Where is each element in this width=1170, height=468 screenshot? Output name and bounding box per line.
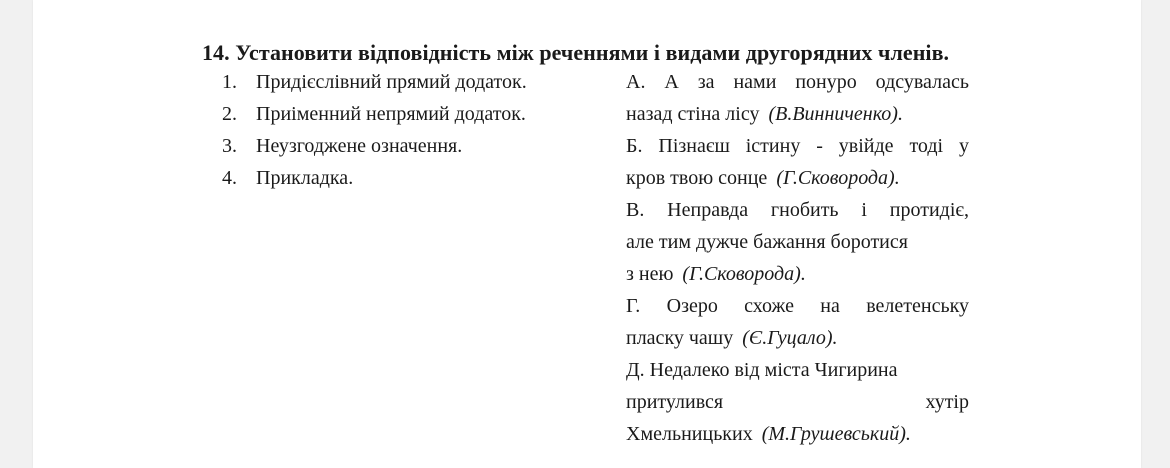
option-number: 1. <box>222 71 237 93</box>
word: протидіє, <box>889 199 969 221</box>
option-text: Придієслівний прямий додаток. <box>256 71 527 93</box>
word: гнобить <box>770 199 839 221</box>
word: велетенську <box>866 295 969 317</box>
word: хутір <box>925 391 969 413</box>
word: Пізнаєш <box>658 135 730 157</box>
word: за <box>697 71 715 93</box>
answer-d-line-3 <box>626 423 969 455</box>
option-number: 3. <box>222 135 237 157</box>
sentence-text: Хмельницьких <box>626 423 753 445</box>
list-item <box>222 71 527 103</box>
word: А. <box>626 71 646 93</box>
word: понуро <box>795 71 857 93</box>
word: тоді <box>909 135 944 157</box>
answer-v-line-1 <box>626 199 969 231</box>
author-citation: (М.Грушевський). <box>761 423 911 445</box>
word: схоже <box>744 295 794 317</box>
answer-a-line-1 <box>626 71 969 103</box>
answer-d-line-1 <box>626 359 969 391</box>
list-item <box>222 167 527 199</box>
sentence-text: назад стіна лісу <box>626 103 760 125</box>
sentence-text: з нею <box>626 263 674 285</box>
option-text: Неузгоджене означення. <box>256 135 463 157</box>
word: - <box>816 135 823 157</box>
answer-b-line-1 <box>626 135 969 167</box>
author-citation: (Є.Гуцало). <box>742 327 838 349</box>
word: Б. <box>626 135 643 157</box>
option-text: Приіменний непрямий додаток. <box>256 103 526 125</box>
answer-a-line-2 <box>626 103 969 135</box>
word: у <box>958 135 969 157</box>
option-number: 4. <box>222 167 237 189</box>
document-page <box>33 0 1141 468</box>
word: і <box>861 199 867 221</box>
word: В. <box>626 199 645 221</box>
word: притулився <box>626 391 724 413</box>
option-text: Прикладка. <box>256 167 354 189</box>
answer-g-line-2 <box>626 327 969 359</box>
answer-g-line-1 <box>626 295 969 327</box>
word: істину <box>745 135 801 157</box>
word: на <box>820 295 840 317</box>
sentence-text: але тим дужче бажання боротися <box>626 231 908 253</box>
word: А <box>664 71 679 93</box>
answer-v-line-2 <box>626 231 969 263</box>
answers-column <box>626 71 969 455</box>
word: Неправда <box>667 199 749 221</box>
list-item <box>222 103 527 135</box>
author-citation: (Г.Сковорода). <box>682 263 806 285</box>
options-list <box>222 71 527 199</box>
sentence-text: пласку чашу <box>626 327 734 349</box>
word: Г. <box>626 295 641 317</box>
list-item <box>222 135 527 167</box>
option-number: 2. <box>222 103 237 125</box>
answer-d-line-2 <box>626 391 969 423</box>
author-citation: (В.Винниченко). <box>768 103 903 125</box>
answer-b-line-2 <box>626 167 969 199</box>
question-title: 14. Установити відповідність між реченнями і видами другорядних членів. <box>202 40 950 65</box>
word: увійде <box>838 135 894 157</box>
word: Озеро <box>666 295 718 317</box>
author-citation: (Г.Сковорода). <box>776 167 900 189</box>
sentence-text: Д. Недалеко від міста Чигирина <box>626 359 898 381</box>
sentence-text: кров твою сонце <box>626 167 768 189</box>
answer-v-line-3 <box>626 263 969 295</box>
word: нами <box>733 71 777 93</box>
word: одсувалась <box>875 71 969 93</box>
